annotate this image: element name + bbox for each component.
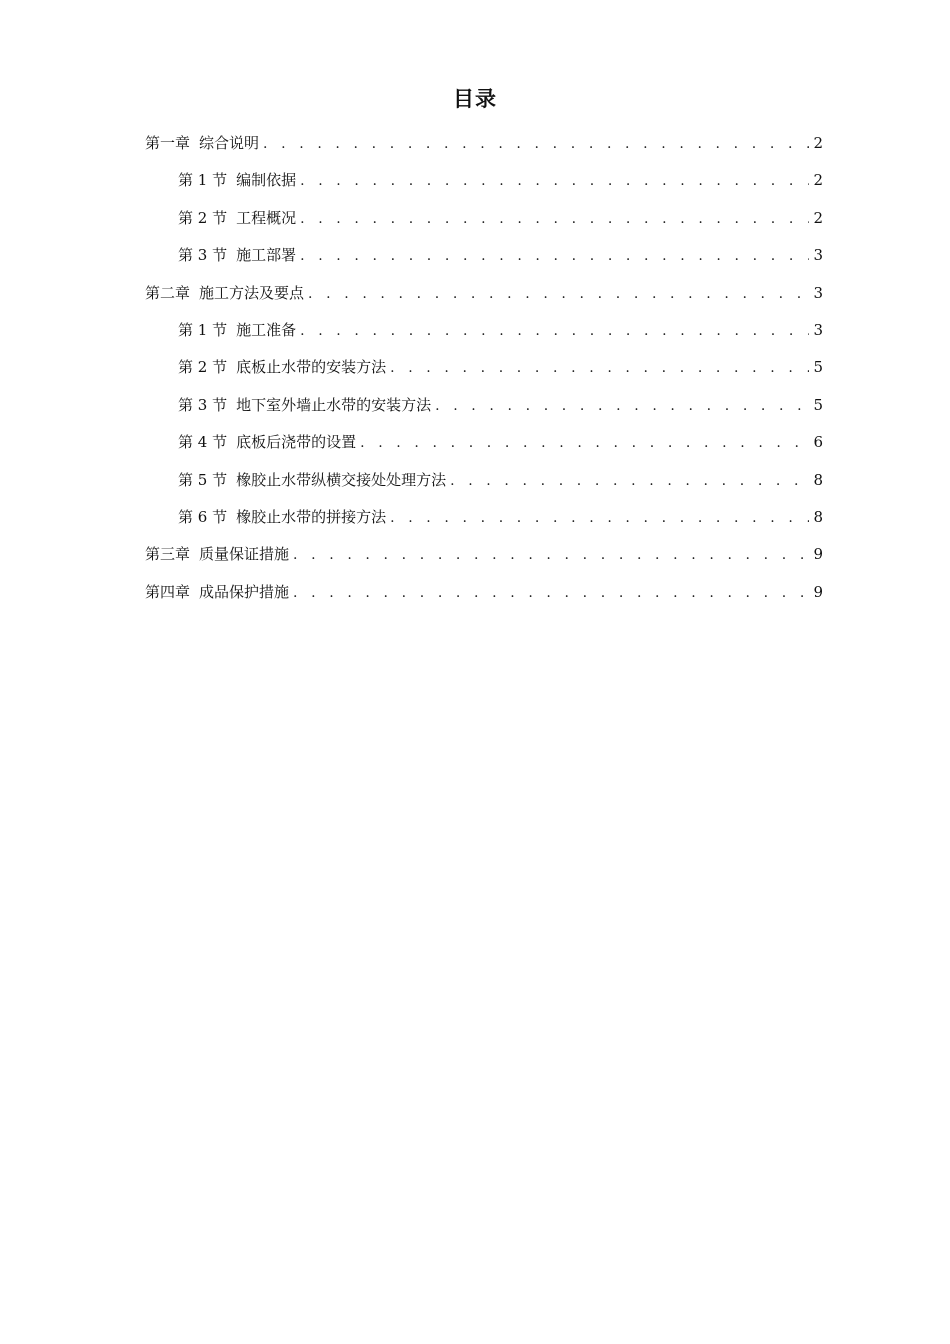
toc-entry-section-1-2[interactable] [145, 204, 823, 241]
toc-entry-number: 第 1 节 [178, 171, 228, 190]
toc-leader-dots [263, 130, 809, 158]
toc-leader-dots [293, 579, 809, 607]
toc-entry-number: 第一章 [145, 134, 191, 152]
toc-entry-section-2-5[interactable] [145, 466, 823, 503]
toc-leader-dots [360, 429, 809, 457]
toc-entry-section-2-1[interactable] [145, 316, 823, 353]
toc-leader-dots [308, 280, 809, 308]
toc-leader-dots [390, 504, 809, 532]
toc-leader-dots [450, 467, 809, 495]
toc-entry-text: 施工准备 [236, 320, 297, 339]
toc-entry-page: 8 [813, 507, 823, 526]
toc-entry-number: 第三章 [145, 545, 191, 564]
toc-entry-text: 地下室外墙止水带的安装方法 [236, 395, 432, 414]
toc-leader-dots [390, 354, 809, 382]
toc-entry-text: 成品保护措施 [199, 582, 290, 601]
toc-entry-number: 第 2 节 [178, 208, 228, 227]
toc-list [145, 129, 823, 615]
toc-leader-dots [300, 205, 809, 233]
toc-entry-section-1-3[interactable] [145, 241, 823, 278]
toc-entry-page: 9 [813, 545, 823, 564]
toc-entry-section-2-2[interactable] [145, 353, 823, 390]
toc-entry-number: 第 6 节 [178, 507, 228, 526]
toc-entry-chapter-3[interactable] [145, 540, 823, 577]
toc-leader-dots [300, 167, 809, 195]
toc-entry-section-1-1[interactable] [145, 166, 823, 203]
toc-entry-page: 2 [813, 208, 823, 227]
toc-entry-text: 底板止水带的安装方法 [236, 358, 387, 377]
toc-entry-page: 5 [813, 395, 823, 414]
toc-leader-dots [293, 541, 809, 569]
toc-entry-number: 第 3 节 [178, 246, 228, 265]
toc-entry-number: 第 1 节 [178, 320, 228, 339]
toc-entry-page: 5 [813, 358, 823, 377]
toc-entry-number: 第二章 [145, 283, 191, 302]
toc-entry-chapter-2[interactable] [145, 279, 823, 316]
toc-entry-number: 第四章 [145, 582, 191, 601]
toc-entry-page: 3 [813, 283, 823, 302]
toc-entry-section-2-3[interactable] [145, 391, 823, 428]
toc-entry-number: 第 4 节 [178, 433, 228, 452]
toc-leader-dots [300, 317, 809, 345]
toc-leader-dots [435, 392, 809, 420]
toc-entry-page: 2 [813, 134, 823, 152]
toc-entry-page: 3 [813, 246, 823, 265]
toc-entry-page: 3 [813, 320, 823, 339]
toc-entry-section-2-6[interactable] [145, 503, 823, 540]
toc-leader-dots [300, 242, 809, 270]
toc-entry-number: 第 2 节 [178, 358, 228, 377]
toc-entry-number: 第 5 节 [178, 470, 228, 489]
toc-entry-page: 2 [813, 171, 823, 190]
toc-entry-chapter-4[interactable] [145, 578, 823, 615]
toc-entry-chapter-1[interactable] [145, 129, 823, 166]
toc-title: 目录 [453, 87, 497, 111]
toc-entry-page: 6 [813, 433, 823, 452]
toc-entry-text: 工程概况 [236, 208, 297, 227]
toc-entry-text: 施工部署 [236, 246, 297, 265]
toc-entry-page: 8 [813, 470, 823, 489]
toc-entry-text: 质量保证措施 [199, 545, 290, 564]
toc-entry-page: 9 [813, 582, 823, 601]
toc-entry-section-2-4[interactable] [145, 428, 823, 465]
toc-entry-text: 底板后浇带的设置 [236, 433, 357, 452]
toc-entry-text: 橡胶止水带的拼接方法 [236, 507, 387, 526]
toc-entry-text: 施工方法及要点 [199, 283, 305, 302]
toc-entry-text: 橡胶止水带纵横交接处处理方法 [236, 470, 447, 489]
toc-entry-text: 编制依据 [236, 171, 297, 190]
toc-entry-number: 第 3 节 [178, 395, 228, 414]
toc-entry-text: 综合说明 [199, 134, 260, 152]
